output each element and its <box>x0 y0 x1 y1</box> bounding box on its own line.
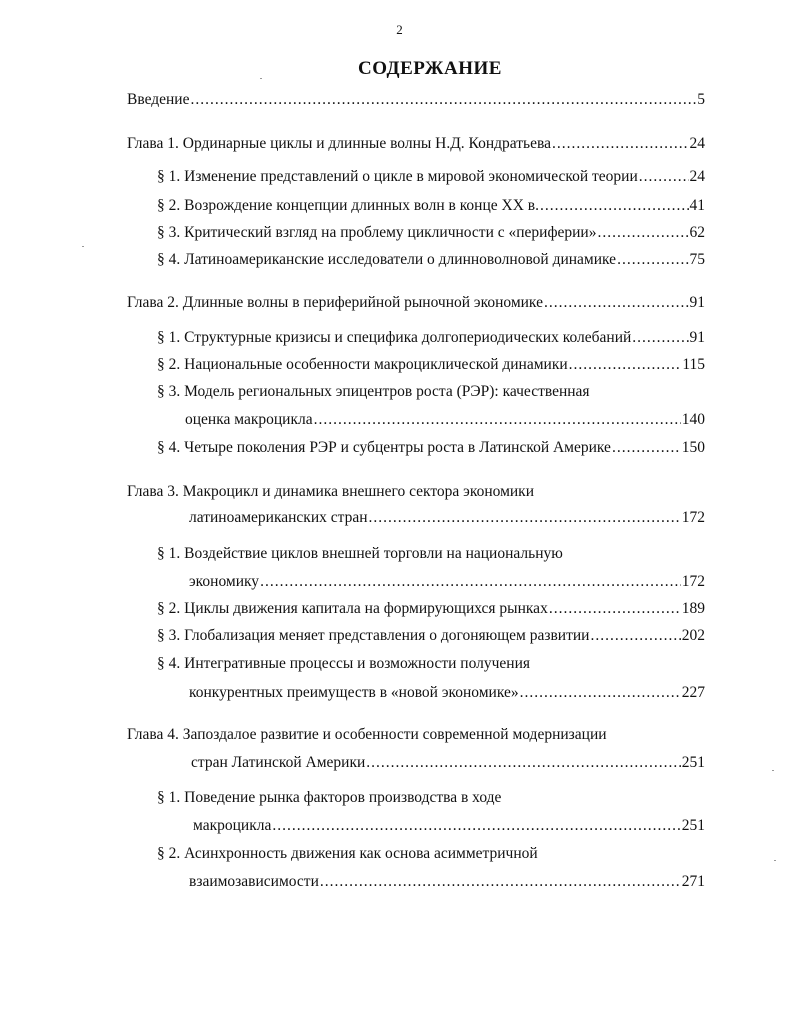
toc-page: 62 <box>689 224 705 241</box>
scan-speck <box>260 78 262 79</box>
toc-ch1-section-1[interactable] <box>157 167 705 187</box>
leader-dots <box>520 683 681 703</box>
toc-ch2-section-3-title[interactable]: § 3. Модель региональных эпицентров роста (РЭР): качественная <box>157 383 590 400</box>
toc-chapter-4-title[interactable]: Глава 4. Запоздалое развитие и особенности современной модернизации <box>127 726 607 743</box>
toc-label: Глава 2. Длинные волны в периферийной рыночной экономике <box>127 294 543 311</box>
toc-ch3-section-4[interactable] <box>189 683 705 703</box>
toc-page: 91 <box>689 294 705 311</box>
leader-dots <box>369 508 681 528</box>
toc-chapter-3-title[interactable]: Глава 3. Макроцикл и динамика внешнего сектора экономики <box>127 483 535 500</box>
toc-label: Введение <box>127 91 190 108</box>
leader-dots <box>544 293 689 313</box>
toc-label: § 2. Национальные особенности макроциклической динамики <box>157 356 568 373</box>
toc-ch3-section-1[interactable] <box>189 572 705 592</box>
toc-ch2-section-1[interactable] <box>157 328 705 348</box>
toc-chapter-4[interactable] <box>191 753 705 773</box>
toc-ch1-section-3[interactable] <box>157 223 705 243</box>
toc-page: 271 <box>681 873 705 890</box>
toc-label: Глава 1. Ординарные циклы и длинные волны Н.Д. Кондратьева <box>127 135 551 152</box>
leader-dots <box>569 355 682 375</box>
leader-dots <box>617 250 688 270</box>
toc-label: оценка макроцикла <box>185 411 313 428</box>
toc-ch2-section-3[interactable] <box>185 410 705 430</box>
toc-page: 5 <box>697 91 705 108</box>
toc-ch4-section-2-title[interactable]: § 2. Асинхронность движения как основа асимметричной <box>157 845 538 862</box>
toc-page: 227 <box>681 684 705 701</box>
toc-chapter-1[interactable] <box>127 134 705 154</box>
leader-dots <box>272 816 680 836</box>
toc-ch3-section-4-title[interactable]: § 4. Интегративные процессы и возможности получения <box>157 655 530 672</box>
leader-dots <box>314 410 681 430</box>
page-number: 2 <box>396 22 403 37</box>
leader-dots <box>597 223 688 243</box>
toc-ch1-section-2[interactable] <box>157 196 705 216</box>
leader-dots <box>540 196 689 216</box>
toc-ch1-section-4[interactable] <box>157 250 705 270</box>
toc-label: § 4. Четыре поколения РЭР и субцентры роста в Латинской Америке <box>157 439 611 456</box>
toc-page: 251 <box>681 754 705 771</box>
toc-label: § 2. Возрождение концепции длинных волн в конце XX в. <box>157 197 539 214</box>
toc-intro[interactable] <box>127 90 705 110</box>
toc-label: взаимозависимости <box>189 873 319 890</box>
leader-dots <box>260 572 681 592</box>
toc-page: 140 <box>681 411 705 428</box>
leader-dots <box>366 753 680 773</box>
scan-speck <box>772 770 774 771</box>
toc-chapter-2[interactable] <box>127 293 705 313</box>
toc-page: 150 <box>681 439 705 456</box>
toc-label: § 4. Латиноамериканские исследователи о длинноволновой динамике <box>157 251 617 268</box>
toc-ch4-section-1[interactable] <box>193 816 705 836</box>
leader-dots <box>612 438 681 458</box>
toc-label: экономику <box>189 573 260 590</box>
toc-page: 91 <box>689 329 705 346</box>
toc-label: конкурентных преимуществ в «новой экономике» <box>189 684 519 701</box>
toc-ch2-section-2[interactable] <box>157 355 705 375</box>
toc-page: 24 <box>689 135 705 152</box>
scan-speck <box>82 246 84 247</box>
toc-page: 24 <box>689 168 705 185</box>
toc-label: § 2. Циклы движения капитала на формирующихся рынках <box>157 600 548 617</box>
toc-page: 75 <box>689 251 705 268</box>
toc-ch2-section-4[interactable] <box>157 438 705 458</box>
leader-dots <box>320 872 681 892</box>
toc-ch3-section-1-title[interactable]: § 1. Воздействие циклов внешней торговли на национальную <box>157 545 563 562</box>
toc-page: 41 <box>689 197 705 214</box>
toc-chapter-3[interactable] <box>189 508 705 528</box>
leader-dots <box>590 626 680 646</box>
leader-dots <box>639 167 689 187</box>
leader-dots <box>552 134 689 154</box>
leader-dots <box>632 328 688 348</box>
toc-label: стран Латинской Америки <box>191 754 366 771</box>
toc-ch4-section-1-title[interactable]: § 1. Поведение рынка факторов производства в ходе <box>157 789 502 806</box>
toc-ch4-section-2[interactable] <box>189 872 705 892</box>
toc-page: 172 <box>681 573 705 590</box>
toc-label: § 3. Глобализация меняет представления о догоняющем развитии <box>157 627 590 644</box>
toc-label: § 1. Структурные кризисы и специфика долгопериодических колебаний <box>157 329 632 346</box>
toc-ch3-section-2[interactable] <box>157 599 705 619</box>
scan-speck <box>774 860 776 861</box>
toc-page: 202 <box>681 627 705 644</box>
leader-dots <box>190 90 696 110</box>
leader-dots <box>549 599 681 619</box>
toc-label: латиноамериканских стран <box>189 509 368 526</box>
toc-page: 172 <box>681 509 705 526</box>
toc-page: 189 <box>681 600 705 617</box>
toc-ch3-section-3[interactable] <box>157 626 705 646</box>
toc-label: макроцикла <box>193 817 272 834</box>
toc-label: § 3. Критический взгляд на проблему цикличности с «периферии» <box>157 224 597 241</box>
page-title: СОДЕРЖАНИЕ <box>358 58 502 79</box>
toc-page: 115 <box>682 356 705 373</box>
toc-page: 251 <box>681 817 705 834</box>
toc-label: § 1. Изменение представлений о цикле в мировой экономической теории <box>157 168 638 185</box>
